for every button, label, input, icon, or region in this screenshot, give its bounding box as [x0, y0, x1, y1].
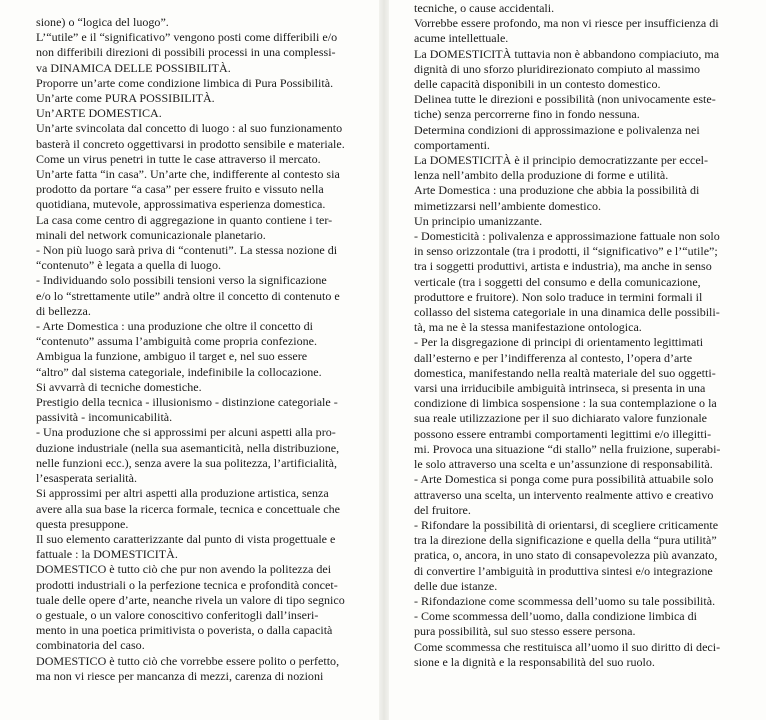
text-line: attraverso una scelta, un intervento realmente attivo e creativo: [414, 487, 714, 502]
text-line: La casa come centro di aggregazione in quanto contiene i ter-: [36, 212, 333, 227]
text-line: ma non vi riesce per mancanza di mezzi, carenza di nozioni: [36, 668, 324, 683]
text-line: - Non più luogo sarà priva di “contenuti”. La stessa nozione di: [36, 243, 338, 258]
text-line: le solo attraverso una scelta e un’assunzione di responsabilità.: [414, 457, 713, 472]
text-line: condizione di limbica sospensione : la sua contemplazione o la: [414, 396, 717, 411]
text-line: Si approssimi per altri aspetti alla produzione artistica, senza: [36, 486, 329, 501]
text-line: sua reale utilizzazione per il suo dichiarato valore funzionale: [414, 411, 708, 426]
text-line: combinatoria del caso.: [36, 638, 145, 653]
text-line: - Una produzione che si approssimi per alcuni aspetti alla pro-: [36, 425, 336, 440]
text-line: - Per la disgregazione di principi di orientamento legittimati: [414, 335, 704, 350]
text-line: duzione industriale (nella sua asemanticità, nella distribuzione,: [36, 440, 340, 455]
right-page: [414, 0, 748, 720]
text-line: e/o lo “strettamente utile” andrà oltre il concetto di contenuto e: [36, 288, 340, 303]
text-line: varsi una irriducibile ambiguità intrinseca, si presenta in una: [414, 381, 706, 396]
text-line: Il suo elemento caratterizzante dal punto di vista progettuale e: [36, 531, 336, 546]
text-line: mento in una poetica primitivista o poverista, o dalla capacità: [36, 623, 333, 638]
text-line: - Rifondare la possibilità di orientarsi, di scegliere criticamente: [414, 517, 719, 532]
text-line: tà, ma ne è la stessa manifestazione ontologica.: [414, 320, 642, 335]
text-line: DOMESTICO è tutto ciò che vorrebbe essere polito o perfetto,: [36, 653, 340, 668]
text-line: avere alla sua base la ricerca formale, tecnica e concettuale che: [36, 501, 340, 516]
text-line: Delinea tutte le direzioni e possibilità (non univocamente este-: [414, 92, 716, 107]
text-line: tra la direzione della significazione e quella della “pura utilità”: [414, 533, 717, 548]
text-line: Ambigua la funzione, ambiguo il target e, nel suo essere: [36, 349, 308, 364]
text-line: Si avvarrà di tecniche domestiche.: [36, 379, 202, 394]
text-line: delle due istanze.: [414, 578, 498, 593]
text-line: Un principio umanizzante.: [414, 213, 543, 228]
text-line: DOMESTICO è tutto ciò che pur non avendo la politezza dei: [36, 562, 332, 577]
text-line: L’“utile” e il “significativo” vengono posti come differibili e/o: [36, 30, 338, 45]
text-line: domestica, manifestando nella realtà materiale del suo oggetti-: [414, 365, 716, 380]
text-line: basterà il concreto oggettivarsi in prodotto sensibile e materiale.: [36, 136, 345, 151]
text-line: fattuale : la DOMESTICITÀ.: [36, 547, 178, 562]
text-line: “altro” dal sistema categoriale, indefinibile la collocazione.: [36, 364, 322, 379]
text-line: - Domesticità : polivalenza e approssimazione fattuale non solo: [414, 229, 720, 244]
text-line: tra i soggetti produttivi, artista e industria), ma anche in senso: [414, 259, 712, 274]
text-line: minali del network comunicazionale planetario.: [36, 227, 266, 242]
text-line: prodotto da portare “a casa” per essere fruito e vissuto nella: [36, 182, 324, 197]
text-line: Vorrebbe essere profondo, ma non vi riesce per insufficienza di: [414, 16, 719, 31]
text-line: La DOMESTICITÀ tuttavia non è abbandono compiaciuto, ma: [414, 46, 720, 61]
text-line: questa presuppone.: [36, 516, 129, 531]
right-page-text: [414, 0, 748, 670]
text-line: o gestuale, o un valore conoscitivo conferitogli dall’inseri-: [36, 607, 319, 622]
text-line: comportamenti.: [414, 137, 490, 152]
text-line: dall’esterno e per l’indifferenza al contesto, l’opera d’arte: [414, 350, 693, 365]
text-line: mimetizzarsi nell’ambiente domestico.: [414, 198, 601, 213]
text-line: sione) o “logica del luogo”.: [36, 15, 169, 29]
text-line: l’esasperata serialità.: [36, 471, 138, 486]
text-line: Un’arte come PURA POSSIBILITÀ.: [36, 91, 215, 106]
text-line: Prestigio della tecnica - illusionismo - distinzione categoriale -: [36, 395, 338, 410]
text-line: Arte Domestica : una produzione che abbia la possibilità di: [414, 183, 700, 198]
text-line: tuale delle opere d’arte, neanche rivela un valore di tipo segnico: [36, 592, 345, 607]
left-page: [36, 0, 372, 720]
text-line: di convertire l’ambiguità in produttiva sintesi e/o integrazione: [414, 563, 713, 578]
text-line: mi. Provoca una situazione “di stallo” nella fruizione, superabi-: [414, 441, 721, 456]
text-line: pratica, o, ancora, in uno stato di consapevolezza più avanzato,: [414, 548, 718, 563]
text-line: lenza nell’ambito della produzione di forme e utilità.: [414, 168, 669, 183]
text-line: - Come scommessa dell’uomo, dalla condizione limbica di: [414, 609, 698, 624]
text-line: del fruitore.: [414, 502, 471, 517]
text-line: di bellezza.: [36, 303, 91, 318]
text-line: - Arte Domestica : una produzione che oltre il concetto di: [36, 319, 313, 334]
text-line: Un’arte svincolata dal concetto di luogo : al suo funzionamento: [36, 121, 343, 136]
text-line: nelle funzioni ecc.), senza avere la sua politezza, l’artificialità,: [36, 455, 338, 470]
text-line: delle capacità disponibili in un contesto domestico.: [414, 77, 661, 92]
text-line: non differibili direzioni di possibili processi in una complessi-: [36, 45, 336, 60]
text-line: in senso orizzontale (tra i prodotti, il “significativo” e l’“utile”;: [414, 244, 718, 259]
text-line: Come un virus penetri in tutte le case attraverso il mercato.: [36, 151, 321, 166]
text-line: sione e la dignità e la responsabilità del suo ruolo.: [414, 654, 655, 669]
text-line: prodotti industriali o la perfezione tecnica e profondità concet-: [36, 577, 338, 592]
text-line: va DINAMICA DELLE POSSIBILITÀ.: [36, 60, 231, 75]
text-line: tiche) senza percorrerne fino in fondo nessuna.: [414, 107, 640, 122]
left-page-text: [36, 0, 372, 684]
text-line: passività - incomunicabilità.: [36, 410, 173, 425]
text-line: Proporre un’arte come condizione limbica di Pura Possibilità.: [36, 75, 334, 90]
page-gutter: [379, 0, 389, 720]
text-line: dignità di uno sforzo pluridirezionato compiuto al massimo: [414, 61, 701, 76]
text-line: possono essere entrambi comportamenti legittimi e/o illegitti-: [414, 426, 712, 441]
text-line: Come scommessa che restituisca all’uomo il suo diritto di deci-: [414, 639, 721, 654]
text-line: - Arte Domestica si ponga come pura possibilità attuabile solo: [414, 472, 714, 487]
text-line: “contenuto” è legata a quella di luogo.: [36, 258, 221, 273]
text-line: Un’ARTE DOMESTICA.: [36, 106, 162, 121]
text-line: verticale (tra i soggetti del consumo e della comunicazione,: [414, 274, 701, 289]
text-line: “contenuto” assuma l’ambiguità come propria confezione.: [36, 334, 317, 349]
text-line: La DOMESTICITÀ è il principio democratizzante per eccel-: [414, 153, 709, 168]
text-line: - Rifondazione come scommessa dell’uomo su tale possibilità.: [414, 593, 716, 608]
text-line: quotidiana, mutevole, approssimativa esperienza domestica.: [36, 197, 326, 212]
text-line: Un’arte fatta “in casa”. Un’arte che, indifferente al contesto sia: [36, 167, 340, 182]
text-line: Determina condizioni di approssimazione e polivalenza nei: [414, 122, 700, 137]
text-line: pura possibilità, sul suo stesso essere persona.: [414, 624, 636, 639]
text-line: tecniche, o cause accidentali.: [414, 1, 555, 15]
text-line: acume intellettuale.: [414, 31, 509, 46]
text-line: collasso del sistema categoriale in una dinamica delle possibili-: [414, 305, 720, 320]
text-line: produttore e fruitore). Non solo traduce in termini formali il: [414, 289, 703, 304]
text-line: - Individuando solo possibili tensioni verso la significazione: [36, 273, 327, 288]
